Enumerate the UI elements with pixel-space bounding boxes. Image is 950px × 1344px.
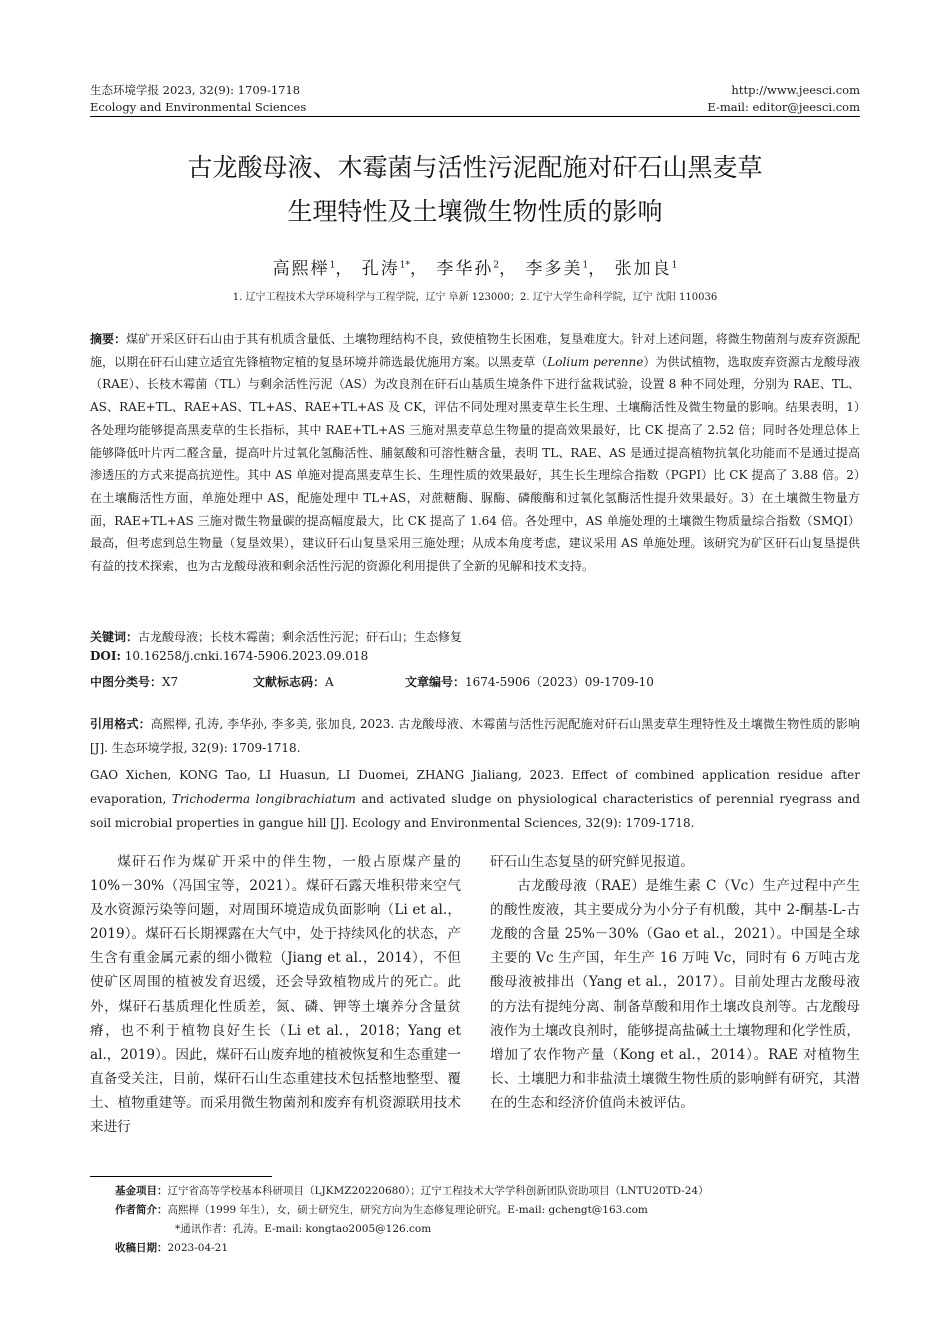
footnote-received: [115, 1240, 860, 1256]
journal-email[interactable]: E-mail: editor@jeesci.com: [707, 100, 860, 114]
author-name: 高熙榉: [272, 259, 330, 279]
body-column-right: [490, 850, 860, 1115]
author-sup: 2: [493, 260, 500, 271]
citation-cn: [90, 712, 860, 760]
footnote-corresponding: *通讯作者：孔涛。E-mail: kongtao2005@126.com: [175, 1223, 432, 1235]
body-paragraph: 古龙酸母液（RAE）是维生素 C（Vc）生产过程中产生的酸性废液，其主要成分为小分子有机酸，其中 2-酮基-L-古龙酸的含量 25%－30%（Gao et al.，2021）。中国是全球主要的 Vc 生产国，年生产 16 万吨 Vc，同时有 6 万吨古龙酸母液被排出（Yang et al.，2017）。目前处理古龙酸母液的方法有提纯分离、制备草酸和用作土壤改良剂等。古龙酸母液作为土壤改良剂时，能够提高盐碱土土壤物理和化学性质，增加了农作物产量（Kong et al.，2014）。RAE 对植物生长、土壤肥力和非盐渍土壤微生物性质的影响鲜有研究，其潜在的生态和经济价值尚未被评估。: [490, 878, 860, 1111]
author-sup: 1: [582, 260, 589, 271]
author-sep: ，: [588, 259, 608, 279]
doi-label: DOI:: [90, 649, 121, 663]
author-list: [90, 254, 860, 279]
clc-label: 中图分类号：: [90, 675, 163, 689]
citation-en-text-2: and activated sludge on physiological characteristics of perennial ryegrass and soil microbial properties in gangue hill [J]. Ecology and Environmental Sciences, 32(9): 1709-1718.: [90, 792, 861, 830]
author-sep: ，: [499, 259, 519, 279]
body-paragraph: 煤矸石作为煤矿开采中的伴生物，一般占原煤产量的 10%－30%（冯国宝等，2021）。煤矸石露天堆积带来空气及水资源污染等问题，对周围环境造成负面影响（Li et al.，2019）。煤矸石长期裸露在大气中，处于持续风化的状态，产生含有重金属元素的细小微粒（Jiang et al.，2014），不但使矿区周围的植被发育迟缓，还会导致植物成片的死亡。此外，煤矸石基质理化性质差，氮、磷、钾等土壤养分含量贫瘠，也不利于植物良好生长（Li et al.，2018；Yang et al.，2019）。因此，煤矸石山废弃地的植被恢复和生态重建一直备受关注，目前，煤矸石山生态重建技术包括整地整型、覆土、植物重建等。而采用微生物菌剂和废弃有机资源联用技术来进行: [90, 854, 461, 1136]
footnote-divider: [90, 1176, 272, 1177]
author-name: 张加良: [614, 259, 672, 279]
fund-text: 辽宁省高等学校基本科研项目（LJKMZ20220680）；辽宁工程技术大学学科创新团队资助项目（LNTU20TD-24）: [167, 1185, 709, 1197]
clc-value: X7: [162, 675, 179, 689]
abstract: [90, 328, 860, 578]
citation-en-text-1: GAO Xichen, KONG Tao, LI Huasun, LI Duomei, ZHANG Jialiang, 2023. Effect of combined application residue after evaporation,: [90, 768, 860, 806]
art-label: 文章编号：: [405, 675, 466, 689]
author-name: 孔涛: [361, 259, 400, 279]
article-title-line-1: 古龙酸母液、木霉菌与活性污泥配施对矸石山黑麦草: [187, 153, 763, 182]
doc-value: A: [325, 675, 334, 689]
author-bio-text: 高熙榉（1999 年生），女，硕士研究生，研究方向为生态修复理论研究。E-mail: gchengt@163.com: [167, 1204, 648, 1216]
author-name: 李华孙: [436, 259, 494, 279]
journal-url[interactable]: http://www.jeesci.com: [731, 83, 860, 97]
citation-label: 引用格式：: [90, 717, 151, 731]
article-title-line-2: 生理特性及土壤微生物性质的影响: [287, 197, 663, 226]
doc-label: 文献标志码：: [253, 675, 326, 689]
received-date: 2023-04-21: [167, 1242, 229, 1254]
abstract-label: 摘要：: [90, 332, 127, 346]
author-sup: 1: [671, 260, 678, 271]
journal-en: Ecology and Environmental Sciences: [90, 100, 307, 114]
citation-en: [90, 763, 860, 835]
author-sup: 1*: [399, 260, 410, 271]
footnote-fund: [115, 1183, 860, 1199]
abstract-italic: Lolium perenne: [547, 354, 644, 369]
author-sep: ，: [409, 259, 429, 279]
footnote-author: [115, 1202, 860, 1218]
author-sup: 1: [329, 260, 336, 271]
abstract-text-2: ）为供试植物，选取废弃资源古龙酸母液（RAE）、长枝木霉菌（TL）与剩余活性污泥（AS）为改良剂在矸石山基质生境条件下进行盆栽试验，设置 8 种不同处理，分别为 RAE、TL、AS、RAE+TL、RAE+AS、TL+AS、RAE+TL+AS 及 CK，评估不同处理对黑麦草生长生理、土壤酶活性及微生物量的影响。结果表明，1）各处理均能够提高黑麦草的生长指标，其中 RAE+TL+AS 三施对黑麦草总生物量的提高效果最好，比 CK 提高了 2.52 倍；同时各处理总体上能够降低叶片丙二醛含量，提高叶片过氧化氢酶活性、脯氨酸和可溶性糖含量，表明 TL、RAE、AS 是通过提高植物抗氧化功能而不是通过提高渗透压的方式来提高抗逆性。其中 AS 单施对提高黑麦草生长、生理性质的效果最好，其生长生理综合指数（PGPI）比 CK 提高了 3.88 倍。2）在土壤酶活性方面，单施处理中 AS，配施处理中 TL+AS，对蔗糖酶、脲酶、磷酸酶和过氧化氢酶活性提升效果最好。3）在土壤微生物量方面，RAE+TL+AS 三施对微生物量碳的提高幅度最大，比 CK 提高了 1.64 倍。各处理中，AS 单施处理的土壤微生物质量综合指数（SMQI）最高，但考虑到总生物量（复垦效果），建议矸石山复垦采用三施处理；从成本角度考虑，建议采用 AS 单施处理。该研究为矿区矸石山复垦提供有益的技术探索，也为古龙酸母液和剩余活性污泥的资源化利用提供了全新的见解和技术支持。: [90, 354, 860, 574]
received-label: 收稿日期：: [115, 1242, 168, 1254]
body-paragraph: 矸石山生态复垦的研究鲜见报道。: [490, 854, 694, 870]
header-divider: [90, 116, 860, 117]
abstract-text-1: 煤矿开采区矸石山由于其有机质含量低、土壤物理结构不良，致使植物生长困难，复垦难度大。针对上述问题，将微生物菌剂与废弃资源配施，以期在矸石山建立适宜先锋植物定植的复垦环境并筛选最优施用方案。以黑麦草（: [90, 332, 860, 369]
author-bio-label: 作者简介：: [115, 1204, 168, 1216]
fund-label: 基金项目：: [115, 1185, 168, 1197]
affiliation: 1. 辽宁工程技术大学环境科学与工程学院，辽宁 阜新 123000；2. 辽宁大学生命科学院，辽宁 沈阳 110036: [232, 292, 718, 303]
author-name: 李多美: [525, 259, 583, 279]
citation-en-italic: Trichoderma longibrachiatum: [171, 792, 356, 806]
author-sep: ，: [335, 259, 355, 279]
doi-value[interactable]: 10.16258/j.cnki.1674-5906.2023.09.018: [124, 649, 369, 663]
doi: [90, 649, 860, 663]
art-value: 1674-5906（2023）09-1709-10: [465, 675, 654, 689]
citation-cn-text: 高熙榉, 孔涛, 李华孙, 李多美, 张加良, 2023. 古龙酸母液、木霉菌与活性污泥配施对矸石山黑麦草生理特性及土壤微生物性质的影响[J]. 生态环境学报, 32(9): 1709-1718.: [90, 717, 860, 755]
keywords-label: 关键词：: [90, 630, 139, 644]
body-column-left: [90, 850, 461, 1139]
journal-cn: 生态环境学报 2023, 32(9): 1709-1718: [90, 83, 301, 97]
keywords: [90, 626, 860, 648]
keywords-text: 古龙酸母液；长枝木霉菌；剩余活性污泥；矸石山；生态修复: [138, 630, 463, 644]
